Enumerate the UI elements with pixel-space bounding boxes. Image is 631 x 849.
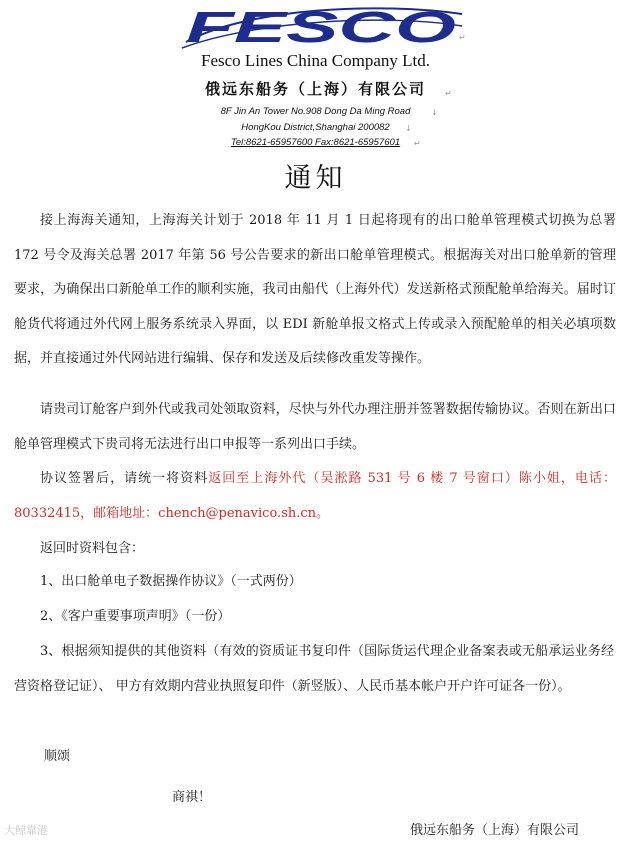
signature: 俄远东船务（上海）有限公司 — [410, 823, 580, 838]
list-item: 2、《客户重要事项声明》（一份） — [40, 609, 231, 624]
address-line-1: 8F Jin An Tower No.908 Dong Da Ming Road — [220, 106, 411, 117]
closing-greeting: 顺颂 — [44, 749, 71, 764]
logo-wordmark: FESCO — [186, 4, 456, 50]
paragraph-mark-icon: ↵ — [459, 33, 466, 42]
paragraph-mark-icon: ↵ — [414, 139, 421, 148]
address-line-2: HongKou District,Shanghai 200082 — [241, 122, 390, 133]
contact-line: Tel:8621-65957600 Fax:8621-65957601 — [230, 137, 401, 148]
company-name-cn: 俄远东船务（上海）有限公司 — [204, 80, 426, 98]
company-name-en: Fesco Lines China Company Ltd. — [200, 51, 430, 70]
paragraph-mark-icon: ↵ — [445, 89, 452, 98]
return-materials-title: 返回时资料包含： — [40, 541, 145, 556]
watermark: 大鲸靠港 — [4, 824, 48, 837]
list-item: 1、出口舱单电子数据操作协议》（一式两份） — [40, 574, 302, 589]
fesco-logo — [178, 4, 464, 50]
paragraph-mark-icon: ↓ — [431, 108, 438, 117]
notice-paragraph-2: 请贵司订舱客户到外代或我司处领取资料，尽快与外代办理注册并签署数据传输协议。否则在新出口舱单管理模式下贵司将无法进行出口申报等一系列出口手续。 — [14, 402, 616, 452]
notice-title: 通知 — [284, 163, 347, 194]
paragraph-mark-icon: ↓ — [405, 124, 412, 133]
return-address-highlight: 返回至上海外代（吴淞路 531 号 6 楼 7 号窗口）陈小姐，电话：80332415，邮箱地址：chench@penavico.sh.cn。 — [14, 471, 616, 521]
closing-wish: 商祺！ — [172, 790, 212, 805]
notice-paragraph-1: 接上海海关通知，上海海关计划于 2018 年 11 月 1 日起将现有的出口舱单管理模式切换为总署 172 号令及海关总署 2017 年第 56 号公告要求的新出口舱单管理模式。根据海关对出口舱单新的管理要求，为确保出口新舱单工作的顺利实施，我司由船代（上海外代）发送新格式预配舱单给海关。届时订舱货代将通过外代网上服务系统录入界面，以 EDI 新舱单报文格式上传或录入预配舱单的相关必填项数据，并直接通过外代网站进行编辑、保存和发送及后续修改重发等操作。 — [14, 213, 616, 366]
list-item: 3、根据须知提供的其他资料（有效的资质证书复印件（国际货运代理企业备案表或无船承运业务经营资格登记证）、 甲方有效期内营业执照复印件（新竖版）、人民币基本帐户开户许可证各一份）。 — [14, 644, 614, 694]
notice-paragraph-3 — [14, 462, 616, 531]
paragraph-3-lead: 协议签署后，请统一将资料 — [40, 471, 209, 486]
